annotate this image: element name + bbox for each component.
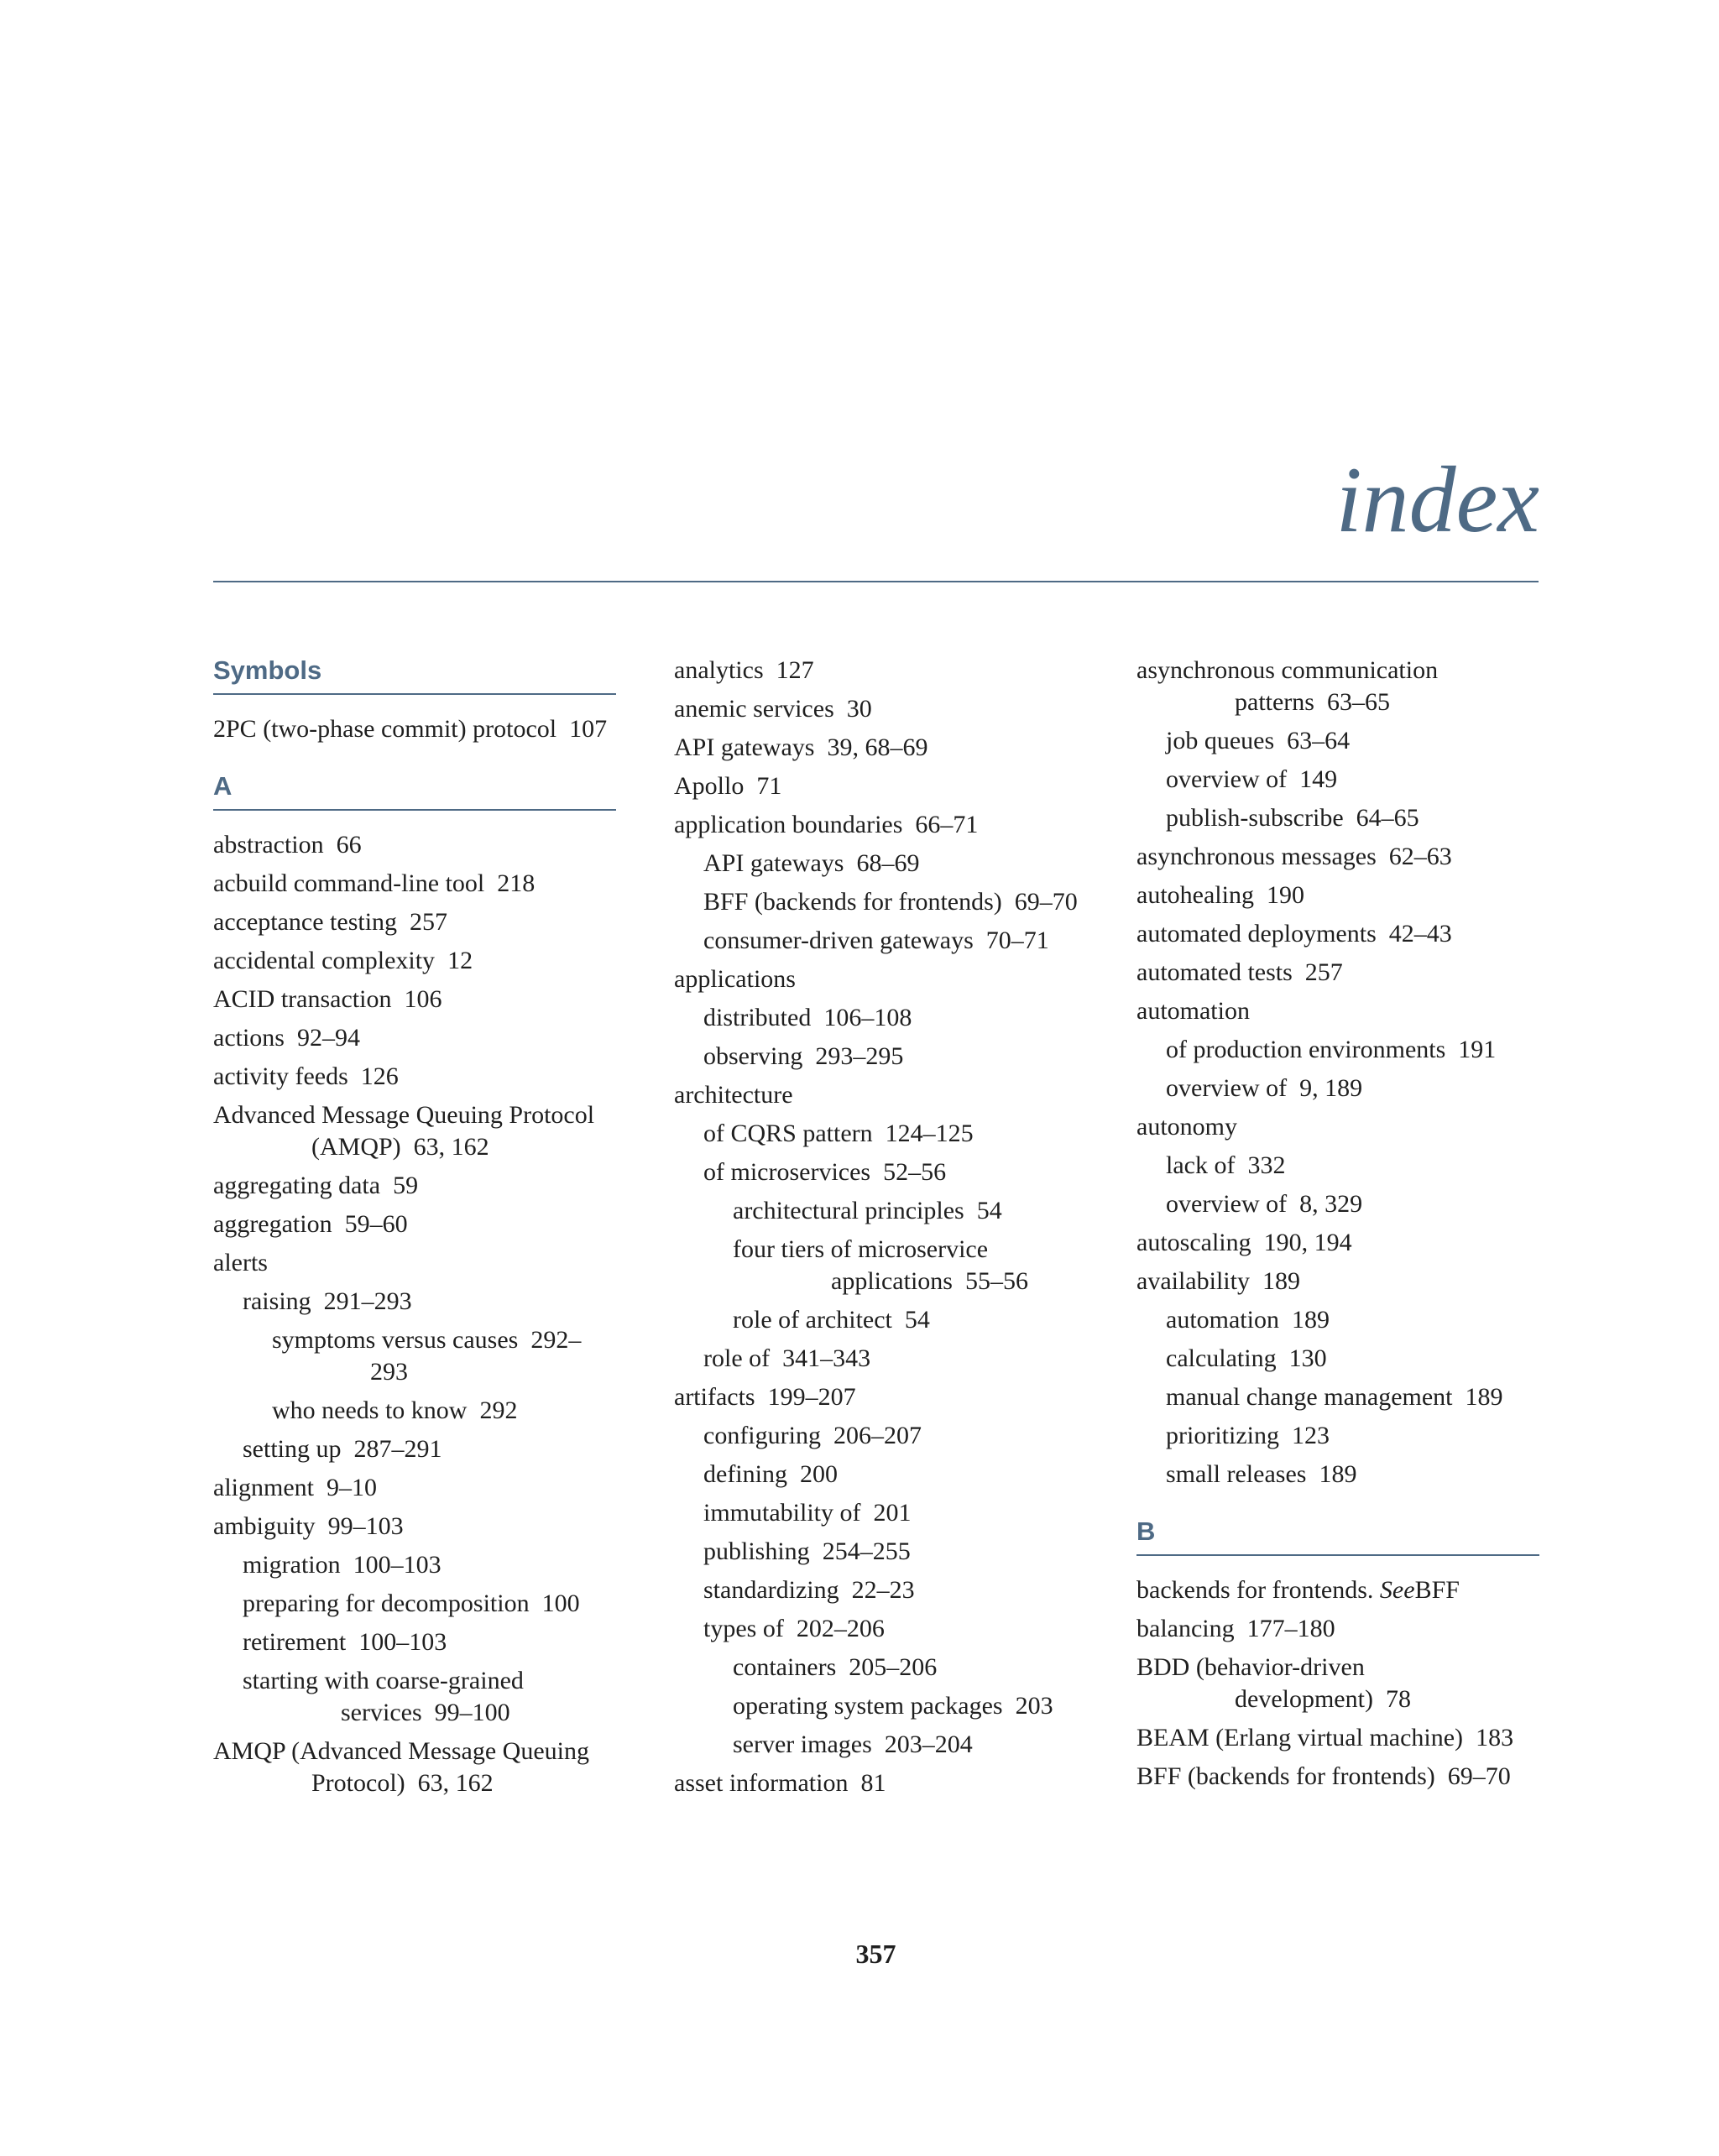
index-column-1 — [213, 655, 616, 1806]
index-subentry — [674, 1002, 1110, 1034]
entry-term: starting with coarse-grained services — [243, 1667, 524, 1726]
index-subentry — [674, 1574, 1110, 1606]
entry-page-numbers: 199–207 — [767, 1383, 856, 1411]
index-subentry — [674, 1195, 1110, 1227]
entry-term: immutability of — [703, 1499, 861, 1527]
index-subentry — [674, 1690, 1110, 1722]
entry-term: artifacts — [674, 1383, 755, 1411]
index-subentry — [674, 1343, 1110, 1375]
index-subentry — [1136, 1381, 1539, 1413]
entry-term: server images — [733, 1731, 872, 1758]
entry-term: actions — [213, 1024, 285, 1052]
index-subentry — [674, 1041, 1110, 1073]
entry-term: types of — [703, 1615, 784, 1642]
index-entry — [1136, 655, 1539, 718]
entry-page-numbers: 203 — [1015, 1692, 1053, 1720]
entry-term: automated tests — [1136, 958, 1293, 986]
entry-term: application boundaries — [674, 811, 903, 838]
index-entry — [1136, 918, 1539, 950]
entry-term: overview of — [1166, 765, 1288, 793]
entry-page-numbers: 189 — [1262, 1267, 1300, 1295]
entry-term: API gateways — [703, 849, 844, 877]
entry-page-numbers: 190, 194 — [1263, 1229, 1352, 1256]
entry-term: prioritizing — [1166, 1422, 1279, 1449]
entry-page-numbers: 71 — [756, 772, 782, 800]
entry-term: aggregating data — [213, 1172, 381, 1199]
entry-page-numbers: 100–103 — [358, 1628, 447, 1656]
index-subentry — [1136, 1459, 1539, 1490]
entry-term: autoscaling — [1136, 1229, 1251, 1256]
index-entry — [674, 1767, 1110, 1799]
index-subentry — [674, 1536, 1110, 1568]
entry-term: acceptance testing — [213, 908, 398, 936]
index-subentry — [1136, 1188, 1539, 1220]
entry-page-numbers: 63–65 — [1326, 688, 1390, 716]
entry-page-numbers: 59–60 — [344, 1210, 408, 1238]
page-number: 357 — [855, 1939, 896, 1969]
entry-page-numbers: 190 — [1266, 881, 1304, 909]
index-subentry — [1136, 1343, 1539, 1375]
entry-term: asynchronous communication patterns — [1136, 656, 1439, 716]
entry-page-numbers: 69–70 — [1014, 888, 1078, 916]
index-subentry — [1136, 1420, 1539, 1452]
index-subentry — [213, 1588, 616, 1620]
index-entry — [674, 809, 1110, 841]
index-entry — [213, 1061, 616, 1093]
index-entry — [1136, 1574, 1539, 1606]
section-heading: A — [213, 770, 616, 811]
entry-term: operating system packages — [733, 1692, 1003, 1720]
entry-term: observing — [703, 1042, 803, 1070]
index-entry — [1136, 880, 1539, 911]
entry-page-numbers: 54 — [904, 1306, 930, 1334]
index-subentry — [1136, 802, 1539, 834]
entry-term: autonomy — [1136, 1113, 1237, 1141]
entry-term: small releases — [1166, 1460, 1307, 1488]
index-subentry — [674, 925, 1110, 957]
entry-term: 2PC (two-phase commit) protocol — [213, 715, 557, 743]
index-subentry — [674, 1652, 1110, 1684]
entry-page-numbers: 22–23 — [851, 1576, 915, 1604]
entry-term: raising — [243, 1287, 311, 1315]
index-subentry — [1136, 1150, 1539, 1182]
entry-term: configuring — [703, 1422, 821, 1449]
entry-term: architecture — [674, 1081, 793, 1109]
entry-page-numbers: 292–293 — [370, 1326, 582, 1386]
entry-term: BFF (backends for frontends) — [1136, 1762, 1435, 1790]
index-subentry — [674, 1234, 1110, 1297]
index-subentry — [213, 1433, 616, 1465]
entry-term: lack of — [1166, 1151, 1236, 1179]
entry-term: role of — [703, 1344, 771, 1372]
entry-term: four tiers of microservice applications — [733, 1235, 989, 1295]
entry-page-numbers: 100–103 — [353, 1551, 442, 1579]
entry-term: BFF (backends for frontends) — [703, 888, 1002, 916]
entry-term: setting up — [243, 1435, 342, 1463]
index-entry — [213, 1511, 616, 1543]
entry-page-numbers: 81 — [860, 1769, 886, 1797]
index-subentry — [674, 1729, 1110, 1761]
entry-page-numbers: 205–206 — [849, 1653, 938, 1681]
index-column-3 — [1136, 655, 1539, 1799]
index-entry — [213, 1247, 616, 1279]
index-entry — [213, 1209, 616, 1240]
entry-term: anemic services — [674, 695, 834, 723]
entry-term: accidental complexity — [213, 947, 436, 974]
entry-term: consumer-driven gateways — [703, 927, 974, 954]
entry-term: overview of — [1166, 1074, 1288, 1102]
index-entry — [1136, 957, 1539, 989]
entry-page-numbers: 291–293 — [323, 1287, 412, 1315]
entry-page-numbers: 177–180 — [1246, 1615, 1335, 1642]
index-subentry — [674, 1118, 1110, 1150]
entry-page-numbers: 39, 68–69 — [827, 733, 928, 761]
index-subentry — [674, 1497, 1110, 1529]
entry-term: overview of — [1166, 1190, 1288, 1218]
title-rule — [213, 581, 1539, 582]
entry-page-numbers: 9–10 — [326, 1474, 377, 1501]
entry-term: AMQP (Advanced Message Queuing Protocol) — [213, 1737, 589, 1797]
entry-term: of production environments — [1166, 1036, 1446, 1063]
entry-term: of microservices — [703, 1158, 871, 1186]
entry-page-numbers: 55–56 — [964, 1267, 1028, 1295]
index-entry — [213, 1022, 616, 1054]
entry-page-numbers: 254–255 — [822, 1537, 911, 1565]
entry-term: backends for frontends. — [1136, 1576, 1374, 1604]
section-heading: B — [1136, 1516, 1539, 1556]
index-subentry — [213, 1626, 616, 1658]
entry-page-numbers: 62–63 — [1388, 843, 1452, 870]
entry-page-numbers: 202–206 — [796, 1615, 885, 1642]
page-title: index — [1335, 448, 1539, 552]
index-entry — [213, 1472, 616, 1504]
entry-page-numbers: 66–71 — [915, 811, 979, 838]
index-entry — [213, 1099, 616, 1163]
entry-page-numbers: 123 — [1291, 1422, 1330, 1449]
entry-term: automation — [1166, 1306, 1279, 1334]
entry-page-numbers: 332 — [1247, 1151, 1286, 1179]
index-entry — [674, 770, 1110, 802]
index-entry — [1136, 1722, 1539, 1754]
entry-page-numbers: 293–295 — [815, 1042, 904, 1070]
index-entry — [213, 713, 616, 745]
index-entry — [1136, 1613, 1539, 1645]
index-entry — [213, 1170, 616, 1202]
index-entry — [674, 655, 1110, 686]
entry-page-numbers: 149 — [1299, 765, 1338, 793]
entry-term: automation — [1136, 997, 1250, 1025]
entry-page-numbers: 200 — [799, 1460, 838, 1488]
index-subentry — [213, 1665, 616, 1729]
index-entry — [213, 945, 616, 977]
see-reference-target: BFF — [1414, 1576, 1460, 1604]
entry-page-numbers: 107 — [569, 715, 608, 743]
entry-term: publish-subscribe — [1166, 804, 1344, 832]
entry-page-numbers: 68–69 — [856, 849, 920, 877]
index-subentry — [674, 1156, 1110, 1188]
section-heading: Symbols — [213, 655, 616, 695]
see-reference-label: See — [1379, 1576, 1415, 1604]
entry-term: architectural principles — [733, 1197, 964, 1224]
index-entry — [1136, 1652, 1539, 1715]
entry-term: applications — [674, 965, 796, 993]
index-subentry — [1136, 1034, 1539, 1066]
entry-term: asynchronous messages — [1136, 843, 1377, 870]
entry-term: BEAM (Erlang virtual machine) — [1136, 1724, 1464, 1751]
entry-term: symptoms versus causes — [272, 1326, 519, 1354]
entry-term: analytics — [674, 656, 764, 684]
entry-term: job queues — [1166, 727, 1275, 754]
entry-page-numbers: 99–103 — [327, 1512, 404, 1540]
index-entry — [213, 868, 616, 900]
index-entry — [1136, 1761, 1539, 1793]
entry-page-numbers: 341–343 — [782, 1344, 871, 1372]
entry-page-numbers: 92–94 — [296, 1024, 360, 1052]
entry-page-numbers: 63, 162 — [417, 1769, 494, 1797]
entry-page-numbers: 189 — [1465, 1383, 1503, 1411]
entry-page-numbers: 30 — [846, 695, 872, 723]
entry-page-numbers: 63–64 — [1287, 727, 1351, 754]
entry-page-numbers: 201 — [873, 1499, 912, 1527]
index-entry — [674, 1079, 1110, 1111]
entry-term: manual change management — [1166, 1383, 1453, 1411]
entry-page-numbers: 66 — [336, 831, 362, 859]
entry-page-numbers: 124–125 — [885, 1120, 974, 1147]
entry-term: alignment — [213, 1474, 314, 1501]
index-entry — [674, 693, 1110, 725]
entry-page-numbers: 70–71 — [985, 927, 1049, 954]
entry-page-numbers: 130 — [1288, 1344, 1327, 1372]
entry-term: who needs to know — [272, 1396, 468, 1424]
entry-term: calculating — [1166, 1344, 1277, 1372]
entry-page-numbers: 59 — [393, 1172, 419, 1199]
entry-term: asset information — [674, 1769, 849, 1797]
entry-term: aggregation — [213, 1210, 332, 1238]
entry-page-numbers: 191 — [1458, 1036, 1497, 1063]
entry-page-numbers: 42–43 — [1388, 920, 1452, 947]
entry-page-numbers: 64–65 — [1356, 804, 1419, 832]
entry-term: distributed — [703, 1004, 812, 1031]
entry-page-numbers: 52–56 — [883, 1158, 947, 1186]
entry-page-numbers: 127 — [776, 656, 814, 684]
entry-page-numbers: 63, 162 — [413, 1133, 489, 1161]
entry-term: Apollo — [674, 772, 745, 800]
index-entry — [1136, 1227, 1539, 1259]
entry-page-numbers: 189 — [1319, 1460, 1357, 1488]
entry-page-numbers: 99–100 — [434, 1699, 510, 1726]
entry-term: retirement — [243, 1628, 347, 1656]
index-subentry — [674, 1459, 1110, 1490]
index-subentry — [1136, 1304, 1539, 1336]
entry-term: ambiguity — [213, 1512, 316, 1540]
entry-term: activity feeds — [213, 1062, 348, 1090]
entry-page-numbers: 54 — [976, 1197, 1002, 1224]
index-column-2 — [674, 655, 1110, 1806]
entry-page-numbers: 106–108 — [823, 1004, 912, 1031]
entry-page-numbers: 292 — [479, 1396, 518, 1424]
entry-term: BDD (behavior-driven development) — [1136, 1653, 1373, 1713]
entry-page-numbers: 69–70 — [1447, 1762, 1511, 1790]
index-subentry — [1136, 725, 1539, 757]
entry-term: balancing — [1136, 1615, 1235, 1642]
index-entry — [674, 1381, 1110, 1413]
entry-page-numbers: 218 — [497, 869, 536, 897]
entry-term: automated deployments — [1136, 920, 1377, 947]
entry-page-numbers: 183 — [1476, 1724, 1514, 1751]
entry-term: containers — [733, 1653, 837, 1681]
entry-term: Advanced Message Queuing Protocol (AMQP) — [213, 1101, 595, 1161]
entry-page-numbers: 106 — [404, 985, 442, 1013]
entry-page-numbers: 12 — [447, 947, 473, 974]
entry-page-numbers: 78 — [1385, 1685, 1411, 1713]
index-entry — [674, 732, 1110, 764]
index-subentry — [213, 1395, 616, 1427]
index-subentry — [213, 1324, 616, 1388]
entry-term: availability — [1136, 1267, 1250, 1295]
entry-page-numbers: 203–204 — [884, 1731, 973, 1758]
index-subentry — [674, 1613, 1110, 1645]
index-entry — [213, 829, 616, 861]
entry-page-numbers: 287–291 — [353, 1435, 442, 1463]
entry-page-numbers: 126 — [360, 1062, 399, 1090]
entry-term: defining — [703, 1460, 787, 1488]
entry-page-numbers: 206–207 — [833, 1422, 922, 1449]
entry-term: role of architect — [733, 1306, 892, 1334]
entry-term: abstraction — [213, 831, 324, 859]
entry-term: preparing for decomposition — [243, 1590, 530, 1617]
entry-term: of CQRS pattern — [703, 1120, 873, 1147]
entry-term: alerts — [213, 1249, 268, 1276]
entry-page-numbers: 8, 329 — [1299, 1190, 1363, 1218]
entry-page-numbers: 9, 189 — [1299, 1074, 1363, 1102]
entry-page-numbers: 189 — [1291, 1306, 1330, 1334]
index-entry — [213, 1736, 616, 1799]
index-subentry — [674, 886, 1110, 918]
index-entry — [1136, 995, 1539, 1027]
entry-term: ACID transaction — [213, 985, 392, 1013]
index-entry — [213, 906, 616, 938]
index-entry — [1136, 1111, 1539, 1143]
index-subentry — [213, 1549, 616, 1581]
entry-term: autohealing — [1136, 881, 1254, 909]
entry-page-numbers: 100 — [541, 1590, 580, 1617]
entry-term: acbuild command-line tool — [213, 869, 485, 897]
index-entry — [1136, 841, 1539, 873]
index-entry — [213, 984, 616, 1015]
index-entry — [674, 963, 1110, 995]
entry-page-numbers: 257 — [410, 908, 448, 936]
index-subentry — [1136, 1073, 1539, 1104]
index-subentry — [674, 1420, 1110, 1452]
entry-term: migration — [243, 1551, 341, 1579]
entry-page-numbers: 257 — [1304, 958, 1343, 986]
index-subentry — [213, 1286, 616, 1318]
index-subentry — [674, 848, 1110, 880]
index-entry — [1136, 1266, 1539, 1297]
index-subentry — [1136, 764, 1539, 796]
entry-term: publishing — [703, 1537, 810, 1565]
entry-term: standardizing — [703, 1576, 839, 1604]
index-subentry — [674, 1304, 1110, 1336]
entry-term: API gateways — [674, 733, 815, 761]
